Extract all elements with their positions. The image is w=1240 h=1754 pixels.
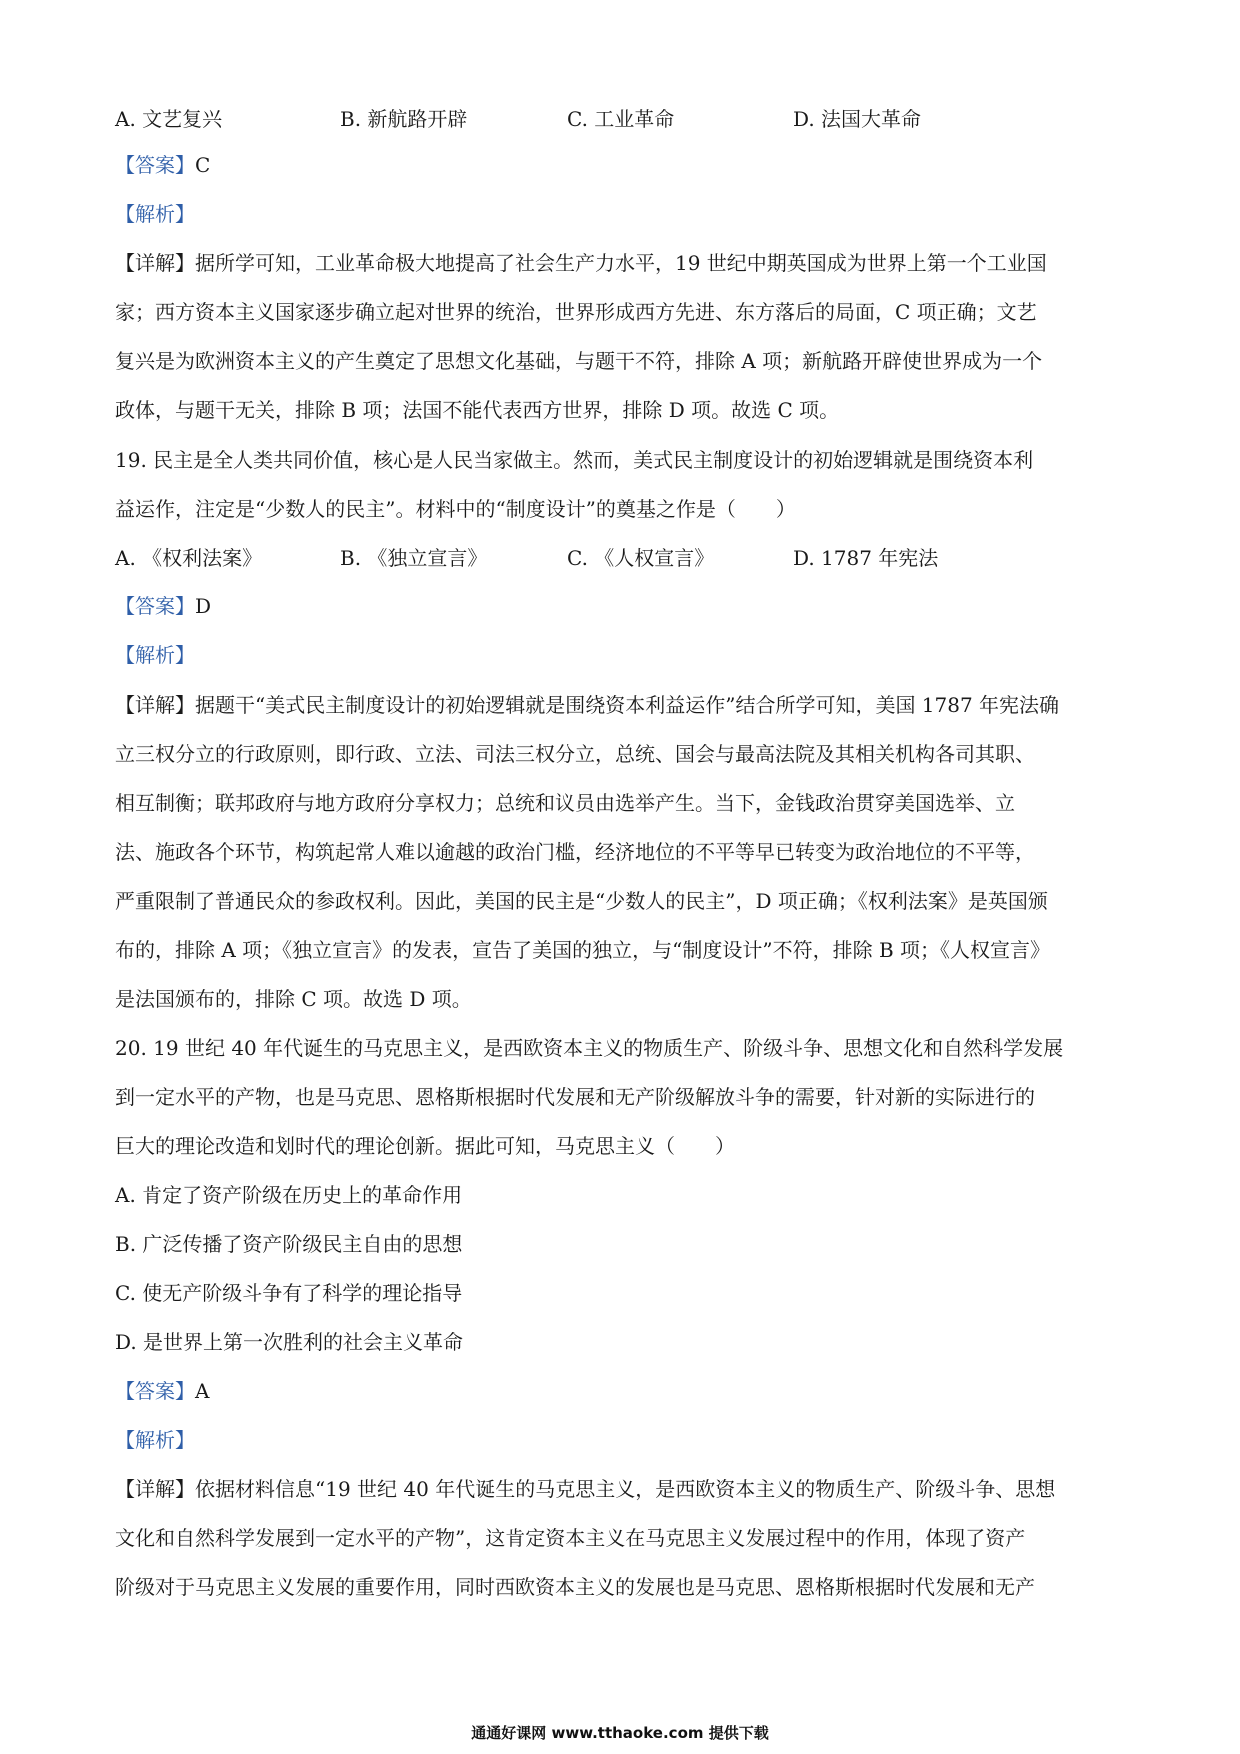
detail-tag: 【详解】 — [115, 251, 195, 275]
q18-answer — [115, 152, 1125, 178]
analysis-tag: 【解析】 — [115, 1428, 195, 1452]
q19-answer — [115, 593, 1125, 619]
q20-detail-line-1 — [115, 1476, 1125, 1502]
q20-stem-line-3: 巨大的理论改造和划时代的理论创新。据此可知，马克思主义（ ） — [115, 1134, 735, 1158]
q20-option-a: A. 肯定了资产阶级在历史上的革命作用 — [115, 1183, 463, 1207]
q18-detail-line-1 — [115, 250, 1125, 276]
q19-stem-line-2: 益运作，注定是“少数人的民主”。材料中的“制度设计”的奠基之作是（ ） — [115, 497, 796, 521]
answer-value: D — [195, 594, 212, 618]
q19-option-b: B. 《独立宣言》 — [340, 546, 488, 570]
q20-detail-line-3: 阶级对于马克思主义发展的重要作用，同时西欧资本主义的发展也是马克思、恩格斯根据时代发展和无产 — [115, 1575, 1035, 1599]
q20-option-b: B. 广泛传播了资产阶级民主自由的思想 — [115, 1232, 463, 1256]
q19-option-d: D. 1787 年宪法 — [793, 546, 939, 570]
page-footer: 通通好课网 www.tthaoke.com 提供下载 — [471, 1724, 769, 1742]
q18-detail-line-4: 政体，与题干无关，排除 B 项；法国不能代表西方世界，排除 D 项。故选 C 项。 — [115, 398, 840, 422]
q18-analysis-heading — [115, 201, 1125, 227]
q19-option-a: A. 《权利法案》 — [115, 546, 263, 570]
answer-value: C — [195, 153, 211, 177]
detail-text: 依据材料信息“19 世纪 40 年代诞生的马克思主义，是西欧资本主义的物质生产、阶级斗争、思想 — [195, 1477, 1056, 1501]
detail-text: 据所学可知，工业革命极大地提高了社会生产力水平，19 世纪中期英国成为世界上第一个工业国 — [195, 251, 1047, 275]
analysis-tag: 【解析】 — [115, 202, 195, 226]
q20-stem-line-1: 20. 19 世纪 40 年代诞生的马克思主义，是西欧资本主义的物质生产、阶级斗争、思想文化和自然科学发展 — [115, 1036, 1064, 1060]
q18-detail-line-3: 复兴是为欧洲资本主义的产生奠定了思想文化基础，与题干不符，排除 A 项；新航路开辟使世界成为一个 — [115, 349, 1043, 373]
q18-option-c: C. 工业革命 — [567, 107, 675, 131]
detail-text: 据题干“美式民主制度设计的初始逻辑就是围绕资本利益运作”结合所学可知，美国 1787 年宪法确 — [195, 693, 1060, 717]
q19-analysis-heading — [115, 642, 1125, 668]
q19-detail-line-4: 法、施政各个环节，构筑起常人难以逾越的政治门槛，经济地位的不平等早已转变为政治地位的不平等， — [115, 840, 1035, 864]
q20-option-c: C. 使无产阶级斗争有了科学的理论指导 — [115, 1281, 463, 1305]
q18-option-b: B. 新航路开辟 — [340, 107, 468, 131]
q19-stem-line-1: 19. 民主是全人类共同价值，核心是人民当家做主。然而，美式民主制度设计的初始逻辑就是围绕资本利 — [115, 448, 1034, 472]
q18-detail-line-2: 家；西方资本主义国家逐步确立起对世界的统治，世界形成西方先进、东方落后的局面，C 项正确；文艺 — [115, 300, 1037, 324]
q19-detail-line-7: 是法国颁布的，排除 C 项。故选 D 项。 — [115, 987, 472, 1011]
q19-option-c: C. 《人权宣言》 — [567, 546, 715, 570]
answer-tag: 【答案】 — [115, 594, 195, 618]
detail-tag: 【详解】 — [115, 693, 195, 717]
q19-detail-line-5: 严重限制了普通民众的参政权利。因此，美国的民主是“少数人的民主”，D 项正确；《权利法案》是英国颁 — [115, 889, 1048, 913]
q20-answer — [115, 1378, 1125, 1404]
answer-value: A — [195, 1379, 210, 1403]
answer-tag: 【答案】 — [115, 1379, 195, 1403]
answer-tag: 【答案】 — [115, 153, 195, 177]
q20-option-d: D. 是世界上第一次胜利的社会主义革命 — [115, 1330, 464, 1354]
q19-detail-line-6: 布的，排除 A 项；《独立宣言》的发表，宣告了美国的独立，与“制度设计”不符，排除 B 项；《人权宣言》 — [115, 938, 1051, 962]
q20-detail-line-2: 文化和自然科学发展到一定水平的产物”，这肯定资本主义在马克思主义发展过程中的作用，体现了资产 — [115, 1526, 1026, 1550]
q20-analysis-heading — [115, 1427, 1125, 1453]
q18-option-d: D. 法国大革命 — [793, 107, 922, 131]
q19-detail-line-2: 立三权分立的行政原则，即行政、立法、司法三权分立，总统、国会与最高法院及其相关机构各司其职、 — [115, 742, 1035, 766]
q20-stem-line-2: 到一定水平的产物，也是马克思、恩格斯根据时代发展和无产阶级解放斗争的需要，针对新的实际进行的 — [115, 1085, 1035, 1109]
q18-option-a: A. 文艺复兴 — [115, 107, 223, 131]
q19-detail-line-1 — [115, 692, 1125, 718]
analysis-tag: 【解析】 — [115, 643, 195, 667]
q19-detail-line-3: 相互制衡；联邦政府与地方政府分享权力；总统和议员由选举产生。当下，金钱政治贯穿美国选举、立 — [115, 791, 1015, 815]
detail-tag: 【详解】 — [115, 1477, 195, 1501]
